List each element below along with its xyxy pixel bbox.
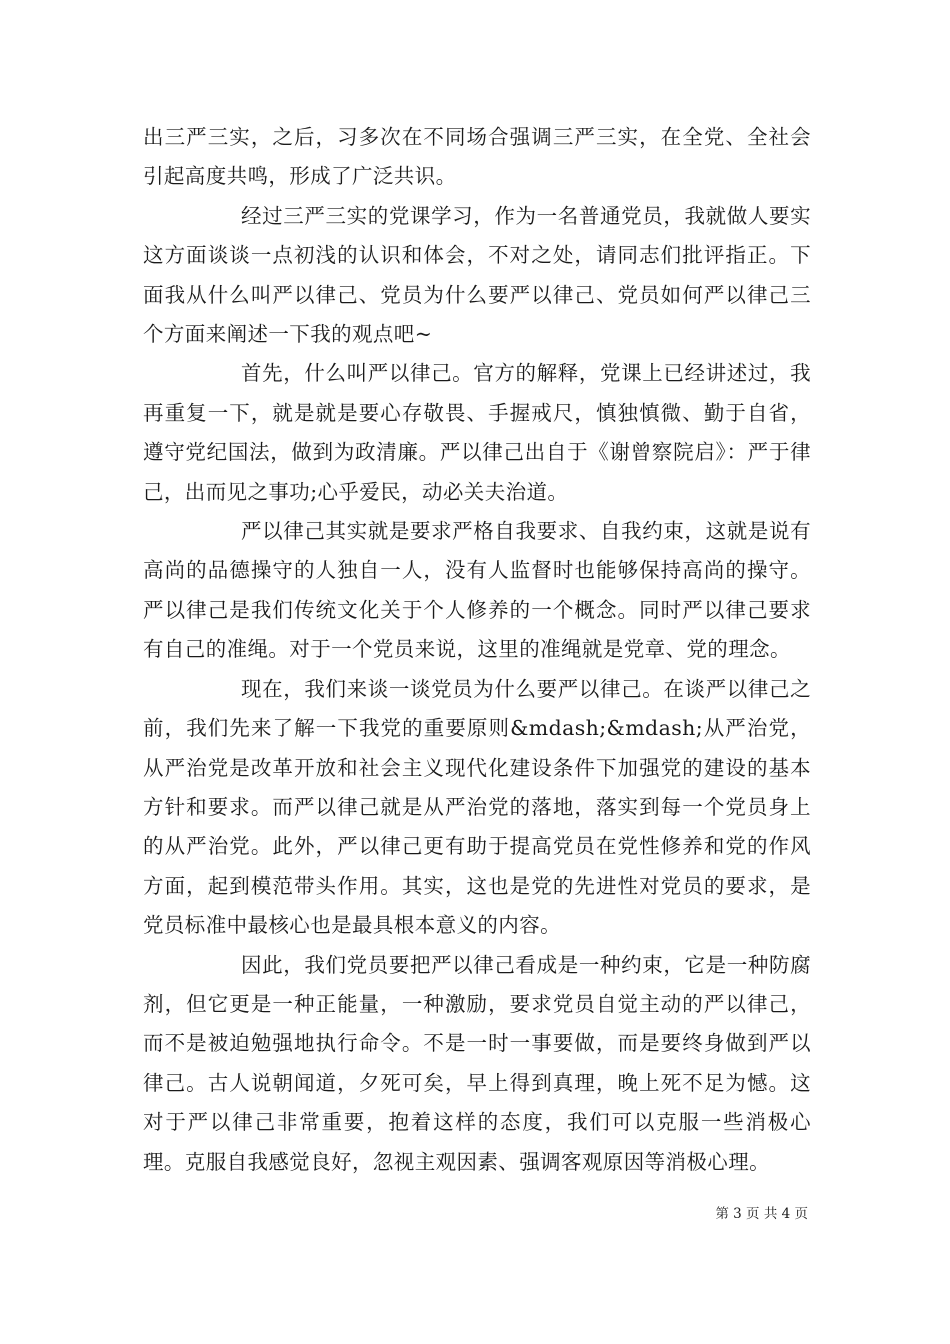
paragraph-4: 严以律己其实就是要求严格自我要求、自我约束，这就是说有高尚的品德操守的人独自一人，没有人监督时也能够保持高尚的操守。严以律己是我们传统文化关于个人修养的一个概念。同时严以律己要求有自己的准绳。对于一个党员来说，这里的准绳就是党章、党的理念。: [143, 519, 811, 662]
body-text: [143, 118, 811, 1182]
paragraph-1: 出三严三实，之后，习多次在不同场合强调三严三实，在全党、全社会引起高度共鸣，形成了广泛共识。: [143, 125, 811, 189]
paragraph-6: 因此，我们党员要把严以律己看成是一种约束，它是一种防腐剂，但它更是一种正能量，一种激励，要求党员自觉主动的严以律己，而不是被迫勉强地执行命令。不是一时一事要做，而是要终身做到严以律己。古人说朝闻道，夕死可矣，早上得到真理，晚上死不足为憾。这对于严以律己非常重要，抱着这样的态度，我们可以克服一些消极心理。克服自我感觉良好，忽视主观因素、强调客观原因等消极心理。: [143, 952, 811, 1174]
paragraph-3: 首先，什么叫严以律己。官方的解释，党课上已经讲述过，我再重复一下，就是就是要心存敬畏、手握戒尺，慎独慎微、勤于自省，遵守党纪国法，做到为政清廉。严以律己出自于《谢曾察院启》：严于律己，出而见之事功;心乎爱民，动必关夫治道。: [143, 361, 811, 504]
page-number: 第 3 页 共 4 页: [715, 1206, 808, 1222]
paragraph-2: 经过三严三实的党课学习，作为一名普通党员，我就做人要实这方面谈谈一点初浅的认识和体会，不对之处，请同志们批评指正。下面我从什么叫严以律己、党员为什么要严以律己、党员如何严以律己三个方面来阐述一下我的观点吧~: [143, 203, 811, 347]
paragraph-5: 现在，我们来谈一谈党员为什么要严以律己。在谈严以律己之前，我们先来了解一下我党的重要原则&mdash;&mdash;从严治党，从严治党是改革开放和社会主义现代化建设条件下加强党的建设的基本方针和要求。而严以律己就是从严治党的落地，落实到每一个党员身上的从严治党。此外，严以律己更有助于提高党员在党性修养和党的作风方面，起到模范带头作用。其实，这也是党的先进性对党员的要求，是党员标准中最核心也是最具根本意义的内容。: [143, 676, 811, 938]
